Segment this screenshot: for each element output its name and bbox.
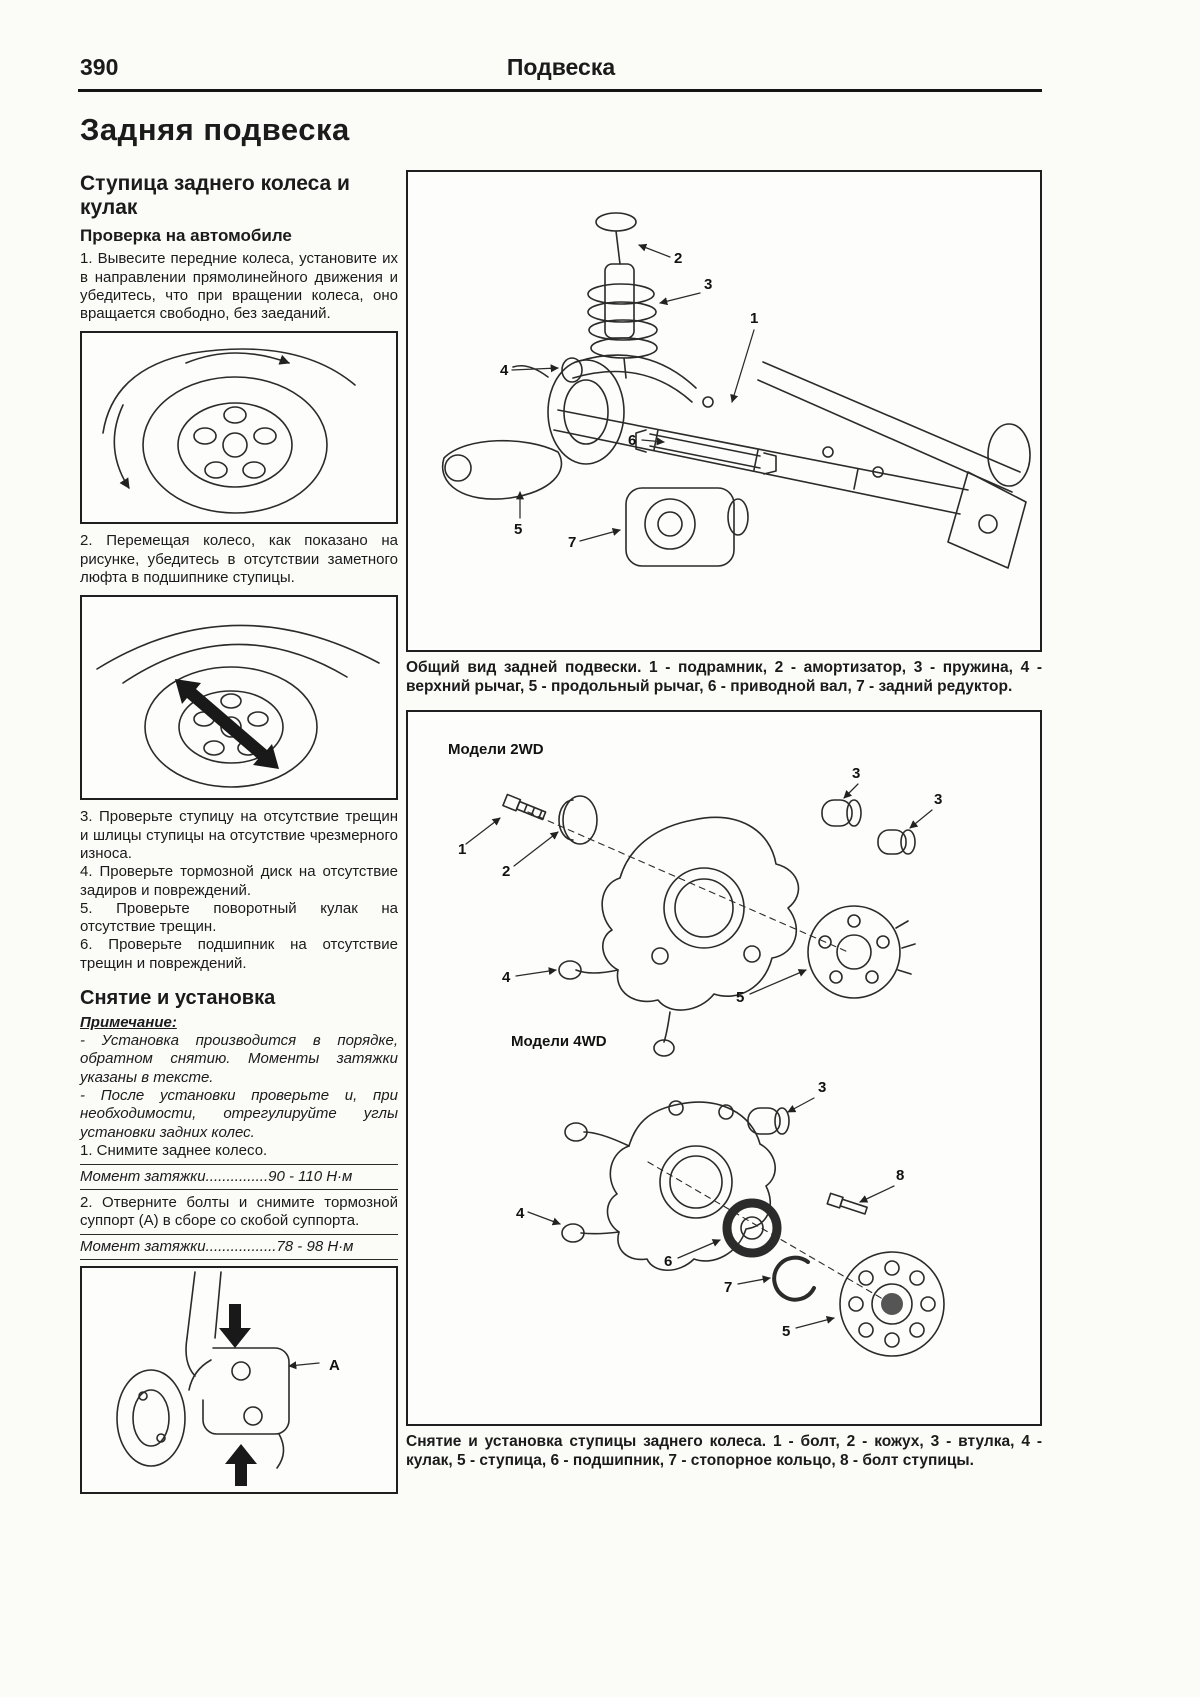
wheel-rotation-drawing <box>82 333 396 522</box>
rear-suspension-drawing <box>408 172 1040 650</box>
note-label: Примечание: <box>80 1014 177 1032</box>
callout-2wd-hub: 5 <box>736 989 745 1007</box>
check-step-3: 3. Проверьте ступицу на отсутствие трещин и шлицы ступицы на отсутствие чрезмерного износа. <box>80 808 398 862</box>
callout-4wd-hub-bolt: 8 <box>896 1167 905 1185</box>
callout-4wd-bushing: 3 <box>818 1079 827 1097</box>
figure-brake-caliper <box>80 1266 398 1494</box>
caliper-label-a: А <box>329 1356 340 1374</box>
callout-4wd-bearing: 6 <box>664 1253 673 1271</box>
page-header-title: Подвеска <box>506 54 616 80</box>
torque-spec-1: Момент затяжки...............90 - 110 Н·м <box>80 1164 398 1190</box>
check-step-1: 1. Вывесите передние колеса, установите их в направлении прямолинейного движения и убедитесь, что при вращении колеса, оно вращается свободно, без заеданий. <box>80 250 398 323</box>
callout-rear-gear: 7 <box>568 534 577 551</box>
note-item-1: - Установка производится в порядке, обратном снятию. Моменты затяжки указаны в тексте. <box>80 1032 398 1086</box>
callout-4wd-knuckle: 4 <box>516 1205 525 1223</box>
note-item-2: - После установки проверьте и, при необходимости, отрегулируйте углы установки задних колес. <box>80 1086 398 1141</box>
check-step-6: 6. Проверьте подшипник на отсутствие трещин и повреждений. <box>80 936 398 972</box>
subsection-heading-check: Проверка на автомобиле <box>80 226 292 246</box>
figure-caption-suspension: Общий вид задней подвески. 1 - подрамник, 2 - амортизатор, 3 - пружина, 4 - верхний рычаг, 5 - продольный рычаг, 6 - приводной вал, 7 - задний редуктор. <box>406 659 1042 696</box>
figure-wheel-rotation-check <box>80 331 398 524</box>
callout-spring: 3 <box>704 276 713 293</box>
section-heading-hub-knuckle: Ступица заднего колеса и кулак <box>80 172 350 220</box>
removal-step-1: 1. Снимите заднее колесо. <box>80 1141 268 1159</box>
model-2wd-label: Модели 2WD <box>448 741 544 759</box>
callout-4wd-snap-ring: 7 <box>724 1279 733 1297</box>
wheel-play-drawing <box>82 597 396 798</box>
check-step-4: 4. Проверьте тормозной диск на отсутствие задиров и повреждений. <box>80 863 398 899</box>
torque-spec-2: Момент затяжки.................78 - 98 Н·м <box>80 1234 398 1260</box>
callout-subframe: 1 <box>750 310 759 327</box>
right-column <box>406 170 1042 1470</box>
page-title: Задняя подвеска <box>80 112 350 147</box>
brake-caliper-drawing <box>82 1268 396 1492</box>
model-4wd-label: Модели 4WD <box>511 1033 607 1051</box>
subsection-heading-removal: Снятие и установка <box>80 987 276 1010</box>
callout-trailing-arm: 5 <box>514 521 523 538</box>
header-rule <box>78 89 1042 92</box>
figure-rear-suspension-overview <box>406 170 1042 652</box>
callout-2wd-knuckle: 4 <box>502 969 511 987</box>
removal-step-2: 2. Отверните болты и снимите тормозной суппорт (А) в сборе со скобой суппорта. <box>80 1193 398 1229</box>
callout-4wd-hub: 5 <box>782 1323 791 1341</box>
figure-hub-exploded <box>406 710 1042 1426</box>
callout-2wd-bushing-a: 3 <box>852 765 861 783</box>
callout-shock: 2 <box>674 250 683 267</box>
figure-wheel-play-check <box>80 595 398 800</box>
hub-exploded-drawing <box>408 712 1040 1424</box>
callout-2wd-cover: 2 <box>502 863 511 881</box>
page-number: 390 <box>80 54 119 80</box>
check-step-5: 5. Проверьте поворотный кулак на отсутствие трещин. <box>80 899 398 936</box>
callout-2wd-bolt: 1 <box>458 841 467 859</box>
callout-2wd-bushing-b: 3 <box>934 791 943 809</box>
left-column <box>80 172 398 1494</box>
callout-upper-arm: 4 <box>500 362 509 379</box>
figure-caption-hub: Снятие и установка ступицы заднего колеса. 1 - болт, 2 - кожух, 3 - втулка, 4 - кулак, 5 - ступица, 6 - подшипник, 7 - стопорное кольцо, 8 - болт ступицы. <box>406 1433 1042 1470</box>
callout-drive-shaft: 6 <box>628 432 637 449</box>
check-step-2: 2. Перемещая колесо, как показано на рисунке, убедитесь в отсутствии заметного люфта в подшипнике ступицы. <box>80 532 398 587</box>
